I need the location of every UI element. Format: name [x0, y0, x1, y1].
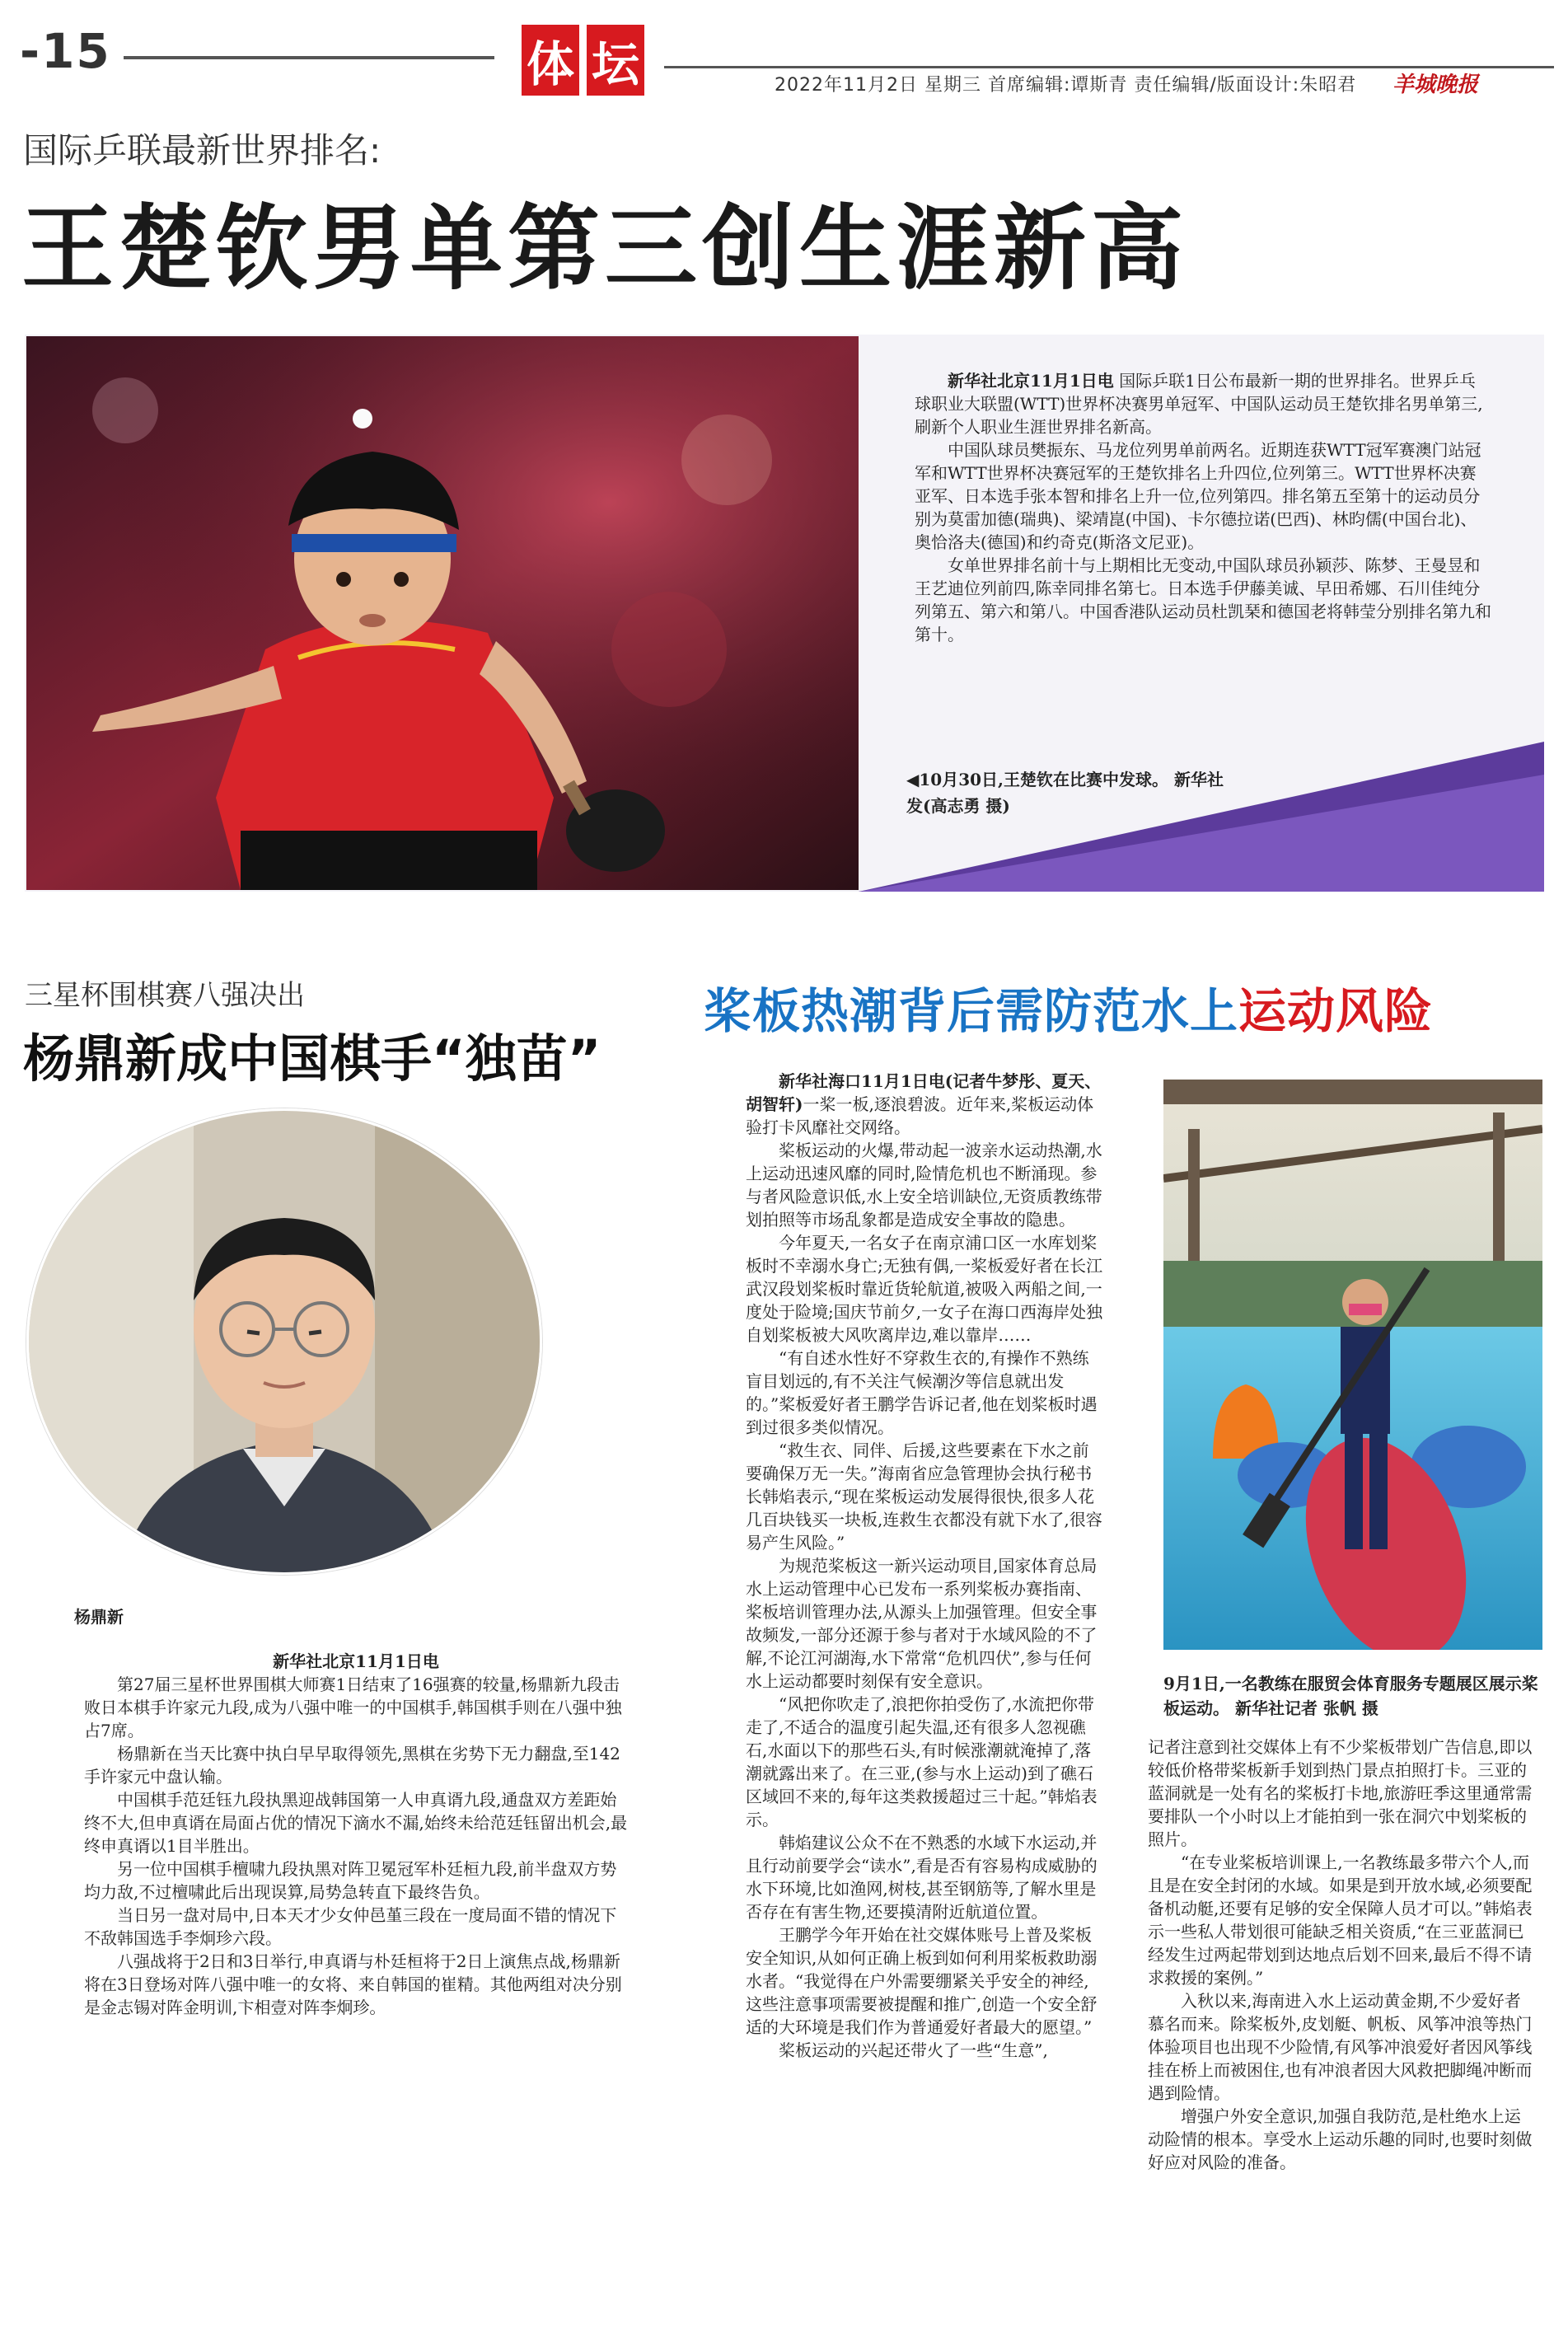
article3-title-red: 运动风险 [1238, 983, 1434, 1039]
article2-paragraph-5: 当日另一盘对局中,日本天才少女仲邑堇三段在一度局面不错的情况下不敌韩国选手李炯珍六段。 [84, 1905, 617, 1948]
article2-paragraph-3: 中国棋手范廷钰九段执黑迎战韩国第一人申真谞九段,通盘双方差距始终不大,但申真谞在局面占优的情况下滴水不漏,始终未给范廷钰留出机会,最终申真谞以1目半胜出。 [84, 1790, 628, 1856]
article3-title [704, 972, 1433, 1042]
article3-col1-paragraph-6: 为规范桨板这一新兴运动项目,国家体育总局水上运动管理中心已发布一系列桨板办赛指南、桨板培训管理办法,从源头上加强管理。但安全事故频发,一部分还源于参与者对于水域风险的不了解,不论江河湖海,水下常常“危机四伏”,参与任何水上运动都要时刻保有安全意识。 [746, 1556, 1098, 1691]
article2-body [84, 1650, 628, 2019]
article3-col1-paragraph-8: 韩焰建议公众不在不熟悉的水域下水运动,并且行动前要学会“读水”,看是否有容易构成威胁的水下环境,比如渔网,树枝,甚至钢筋等,了解水里是否存在有害生物,还要摸清附近航道位置。 [746, 1833, 1098, 1922]
article2-dateline: 新华社北京11月1日电 [273, 1651, 439, 1671]
article1-paragraph-2: 中国队球员樊振东、马龙位列男单前两名。近期连获WTT冠军赛澳门站冠军和WTT世界杯决赛冠军的王楚钦排名上升四位,位列第三。WTT世界杯决赛亚军、日本选手张本智和排名上升一位,位列第四。排名第五至第十的运动员分别为莫雷加德(瑞典)、梁靖崑(中国)、卡尔德拉诺(巴西)、林昀儒(中国台北)、奥恰洛夫(德国)和约奇克(斯洛文尼亚)。 [915, 440, 1481, 552]
article3-col1-paragraph-9: 王鹏学今年开始在社交媒体账号上普及桨板安全知识,从如何正确上板到如何利用桨板救助溺水者。“我觉得在户外需要绷紧关乎安全的神经,这些注意事项需要被提醒和推广,创造一个安全舒适的大环境是我们作为普通爱好者最大的愿望。” [746, 1925, 1098, 2037]
article1-title: 王楚钦男单第三创生涯新高 [21, 195, 1188, 302]
article3-col1-paragraph-4: “有自述水性好不穿救生衣的,有操作不熟练盲目划远的,有不关注气候潮汐等信息就出发的。”桨板爱好者王鹏学告诉记者,他在划桨板时遇到过很多类似情况。 [746, 1348, 1098, 1437]
article3-col1-paragraph-10: 桨板运动的兴起还带火了一些“生意”, [779, 2040, 1048, 2060]
article2-title: 杨鼎新成中国棋手“独苗” [23, 1028, 601, 1089]
article2-paragraph-1: 第27届三星杯世界围棋大师赛1日结束了16强赛的较量,杨鼎新九段击败日本棋手许家元九段,成为八强中唯一的中国棋手,韩国棋手则在八强中独占7席。 [84, 1675, 622, 1740]
article3-title-blue: 桨板热潮背后需防范水上 [704, 983, 1239, 1039]
article3-column-1 [746, 1070, 1105, 2062]
article1-lead: 新华社北京11月1日电 [948, 371, 1114, 391]
article3-photo-caption: 9月1日,一名教练在服贸会体育服务专题展区展示桨板运动。 新华社记者 张帆 摄 [1163, 1674, 1538, 1718]
article1-paragraph-1: 国际乒联1日公布最新一期的世界排名。世界乒乓球职业大联盟(WTT)世界杯决赛男单冠军、中国队运动员王楚钦排名男单第三,刷新个人职业生涯世界排名新高。 [915, 371, 1483, 437]
article2-photo-label: 杨鼎新 [74, 1607, 124, 1627]
article1-kicker: 国际乒联最新世界排名: [23, 130, 381, 171]
article2-kicker: 三星杯围棋赛八强决出 [25, 979, 305, 1012]
article3-col1-paragraph-5: “救生衣、同伴、后援,这些要素在下水之前要确保万无一失。”海南省应急管理协会执行秘书长韩焰表示,“现在桨板运动发展得很快,很多人花几百块钱买一块板,连救生衣都没有就下水了,很容易产生风险。” [746, 1440, 1102, 1553]
article2-paragraph-6: 八强战将于2日和3日举行,申真谞与朴廷桓将于2日上演焦点战,杨鼎新将在3日登场对阵八强中唯一的女将、来自韩国的崔精。其他两组对决分别是金志锡对阵金明训,卞相壹对阵李炯珍。 [84, 1951, 622, 2017]
article1-photo [26, 336, 859, 890]
header-rule-left [124, 56, 494, 59]
article1-paragraph-3: 女单世界排名前十与上期相比无变动,中国队球员孙颖莎、陈梦、王曼昱和王艺迪位列前四,陈幸同排名第七。日本选手伊藤美诚、早田希娜、石川佳纯分列第五、第六和第八。中国香港队运动员杜凯琹和德国老将韩莹分别排名第九和第十。 [915, 555, 1491, 644]
article2-paragraph-4: 另一位中国棋手檀啸九段执黑对阵卫冕冠军朴廷桓九段,前半盘双方势均力敌,不过檀啸此后出现误算,局势急转直下最终告负。 [84, 1859, 617, 1902]
article1-caption: ◀10月30日,王楚钦在比赛中发球。 新华社发(高志勇 摄) [906, 770, 1224, 816]
article3-col2-paragraph-2: “在专业桨板培训课上,一名教练最多带六个人,而且是在安全封闭的水域。如果是到开放水域,必须要配备机动艇,还要有足够的安全保障人员才可以。”韩焰表示一些私人带划很可能缺乏相关资质,“在三亚蓝洞已经发生过两起带划到达地点后划不回来,最后不得不请求救援的案例。” [1148, 1853, 1533, 1988]
section-char-2: 坛 [587, 25, 644, 96]
header-info: 2022年11月2日 星期三 首席编辑:谭斯青 责任编辑/版面设计:朱昭君 [775, 75, 1357, 96]
article3-lead: 新华社海口11月1日电(记者牛梦彤、夏天、胡智轩) [746, 1071, 1102, 1114]
article3-column-2 [1148, 1735, 1535, 2174]
article3-col2-paragraph-4: 增强户外安全意识,加强自我防范,是杜绝水上运动险情的根本。享受水上运动乐趣的同时,也要时刻做好应对风险的准备。 [1148, 2106, 1533, 2172]
article3-col1-paragraph-2: 桨板运动的火爆,带动起一波亲水运动热潮,水上运动迅速风靡的同时,险情危机也不断涌现。参与者风险意识低,水上安全培训缺位,无资质教练带划拍照等市场乱象都是造成安全事故的隐患。 [746, 1141, 1102, 1230]
article3-col1-paragraph-7: “风把你吹走了,浪把你拍受伤了,水流把你带走了,不适合的温度引起失温,还有很多人忽视礁石,水面以下的那些石头,有时候涨潮就淹掉了,落潮就露出来了。在三亚,(参与水上运动)到了礁石区域回不来的,每年这类救援超过三十起。”韩焰表示。 [746, 1694, 1098, 1829]
article3-col2-paragraph-3: 入秋以来,海南进入水上运动黄金期,不少爱好者慕名而来。除桨板外,皮划艇、帆板、风筝冲浪等热门体验项目也出现不少险情,有风筝冲浪爱好者因风筝线挂在桥上而被困住,也有冲浪者因大风救把脚绳冲断而遇到险情。 [1148, 1991, 1533, 2103]
section-char-1: 体 [522, 25, 579, 96]
newspaper-logo: 羊城晚报 [1392, 73, 1479, 97]
article2-paragraph-2: 杨鼎新在当天比赛中执白早早取得领先,黑棋在劣势下无力翻盘,至142手许家元中盘认输。 [84, 1744, 620, 1787]
article1-body [915, 369, 1491, 646]
article3-photo [1163, 1080, 1542, 1650]
article3-col2-paragraph-1: 记者注意到社交媒体上有不少桨板带划广告信息,即以较低价格带桨板新手划到热门景点拍照打卡。三亚的蓝洞就是一处有名的桨板打卡地,旅游旺季这里通常需要排队一个小时以上才能拍到一张在洞穴中划桨板的照片。 [1148, 1737, 1533, 1849]
article3-col1-paragraph-1: 一桨一板,逐浪碧波。近年来,桨板运动体验打卡风靡社交网络。 [746, 1094, 1094, 1137]
page-number: -15 [20, 23, 111, 79]
article3-col1-paragraph-3: 今年夏天,一名女子在南京浦口区一水库划桨板时不幸溺水身亡;无独有偶,一桨板爱好者在长江武汉段划桨板时靠近货轮航道,被吸入两船之间,一度处于险境;国庆节前夕,一女子在海口西海岸处独自划桨板被大风吹离岸边,难以靠岸…… [746, 1233, 1103, 1345]
article2-portrait [26, 1108, 542, 1575]
